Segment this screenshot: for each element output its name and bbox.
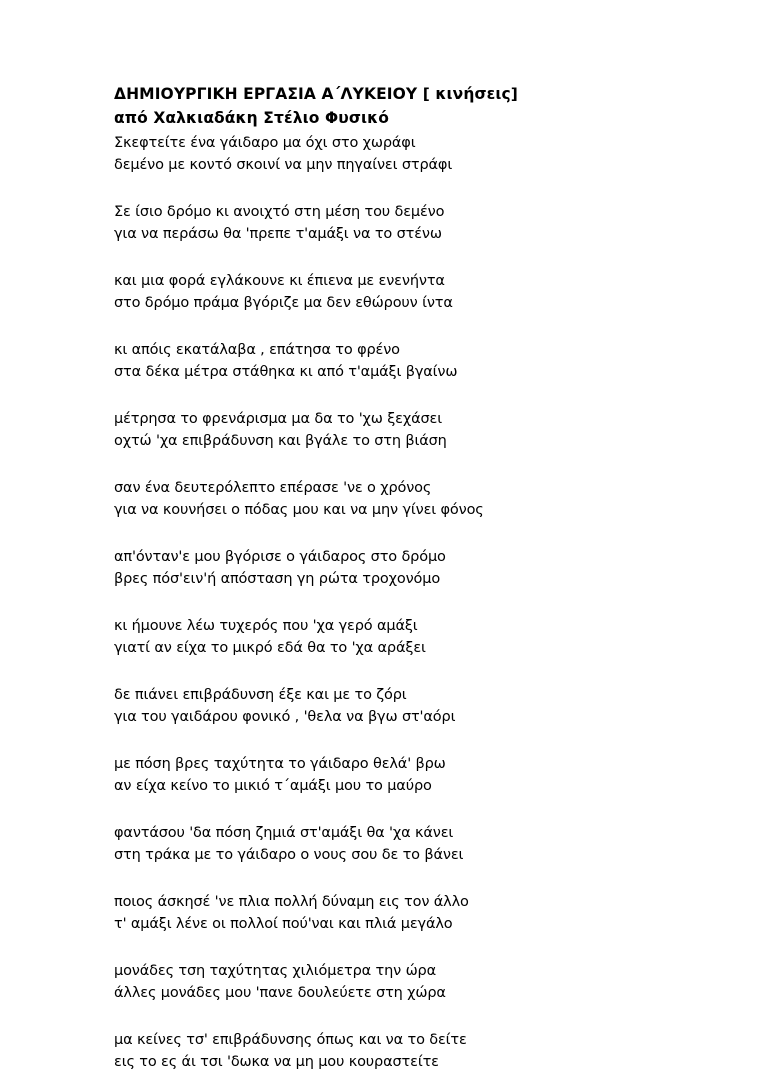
poem-line: ποιος άσκησέ 'νε πλια πολλή δύναμη εις τον άλλο xyxy=(114,894,469,910)
poem-line: Σκεφτείτε ένα γάιδαρο μα όχι στο χωράφι xyxy=(114,135,416,151)
poem-body xyxy=(114,132,734,1073)
poem-stanza xyxy=(114,270,734,314)
poem-stanza xyxy=(114,477,734,521)
poem-line: άλλες μονάδες μου 'πανε δουλεύετε στη χώρα xyxy=(114,985,446,1001)
poem-line: μονάδες τση ταχύτητας χιλιόμετρα την ώρα xyxy=(114,963,437,979)
poem-line: με πόση βρες ταχύτητα το γάιδαρο θελά' βρω xyxy=(114,756,446,772)
poem-line: βρες πόσ'ειν'ή απόσταση γη ρώτα τροχονόμο xyxy=(114,571,441,587)
document-title: ΔΗΜΙΟΥΡΓΙΚΗ ΕΡΓΑΣΙΑ Α΄ΛΥΚΕΙΟΥ [ κινήσεις] xyxy=(114,85,518,103)
poem-line: κι ήμουνε λέω τυχερός που 'χα γερό αμάξι xyxy=(114,618,418,634)
poem-line: γιατί αν είχα το μικρό εδά θα το 'χα αράξει xyxy=(114,640,426,656)
document-page xyxy=(114,84,734,1073)
poem-line: σαν ένα δευτερόλεπτο επέρασε 'νε ο χρόνος xyxy=(114,480,432,496)
poem-line: στα δέκα μέτρα στάθηκα κι από τ'αμάξι βγαίνω xyxy=(114,364,458,380)
poem-line: φαντάσου 'δα πόση ζημιά στ'αμάξι θα 'χα κάνει xyxy=(114,825,454,841)
poem-stanza xyxy=(114,408,734,452)
poem-line: και μια φορά εγλάκουνε κι έπιενα με ενενήντα xyxy=(114,273,445,289)
poem-line: στο δρόμο πράμα βγόριζε μα δεν εθώρουν ίντα xyxy=(114,295,453,311)
poem-stanza xyxy=(114,201,734,245)
poem-stanza xyxy=(114,891,734,935)
document-author: από Χαλκιαδάκη Στέλιο Φυσικό xyxy=(114,109,390,127)
poem-line: εις το ες άι τσι 'δωκα να μη μου κουραστείτε xyxy=(114,1054,439,1070)
poem-line: τ' αμάξι λένε οι πολλοί πού'ναι και πλιά μεγάλο xyxy=(114,916,453,932)
poem-stanza xyxy=(114,546,734,590)
poem-stanza xyxy=(114,339,734,383)
poem-line: για να περάσω θα 'πρεπε τ'αμάξι να το στένω xyxy=(114,226,442,242)
poem-line: δεμένο με κοντό σκοινί να μην πηγαίνει στράφι xyxy=(114,157,453,173)
poem-stanza xyxy=(114,822,734,866)
poem-line: μέτρησα το φρενάρισμα μα δα το 'χω ξεχάσει xyxy=(114,411,442,427)
poem-stanza xyxy=(114,132,734,176)
poem-stanza xyxy=(114,1029,734,1073)
poem-stanza xyxy=(114,615,734,659)
poem-stanza xyxy=(114,960,734,1004)
poem-line: κι απόις εκατάλαβα , επάτησα το φρένο xyxy=(114,342,400,358)
poem-line: μα κείνες τσ' επιβράδυνσης όπως και να το δείτε xyxy=(114,1032,467,1048)
poem-line: για να κουνήσει ο πόδας μου και να μην γίνει φόνος xyxy=(114,502,484,518)
poem-line: για του γαιδάρου φονικό , 'θελα να βγω στ'αόρι xyxy=(114,709,456,725)
poem-line: δε πιάνει επιβράδυνση έξε και με το ζόρι xyxy=(114,687,407,703)
poem-line: οχτώ 'χα επιβράδυνση και βγάλε το στη βιάση xyxy=(114,433,447,449)
poem-stanza xyxy=(114,753,734,797)
poem-line: αν είχα κείνο το μικιό τ΄αμάξι μου το μαύρο xyxy=(114,778,432,794)
poem-line: απ'όνταν'ε μου βγόρισε ο γάιδαρος στο δρόμο xyxy=(114,549,446,565)
poem-line: στη τράκα με το γάιδαρο ο νους σου δε το βάνει xyxy=(114,847,464,863)
poem-stanza xyxy=(114,684,734,728)
poem-line: Σε ίσιο δρόμο κι ανοιχτό στη μέση του δεμένο xyxy=(114,204,445,220)
